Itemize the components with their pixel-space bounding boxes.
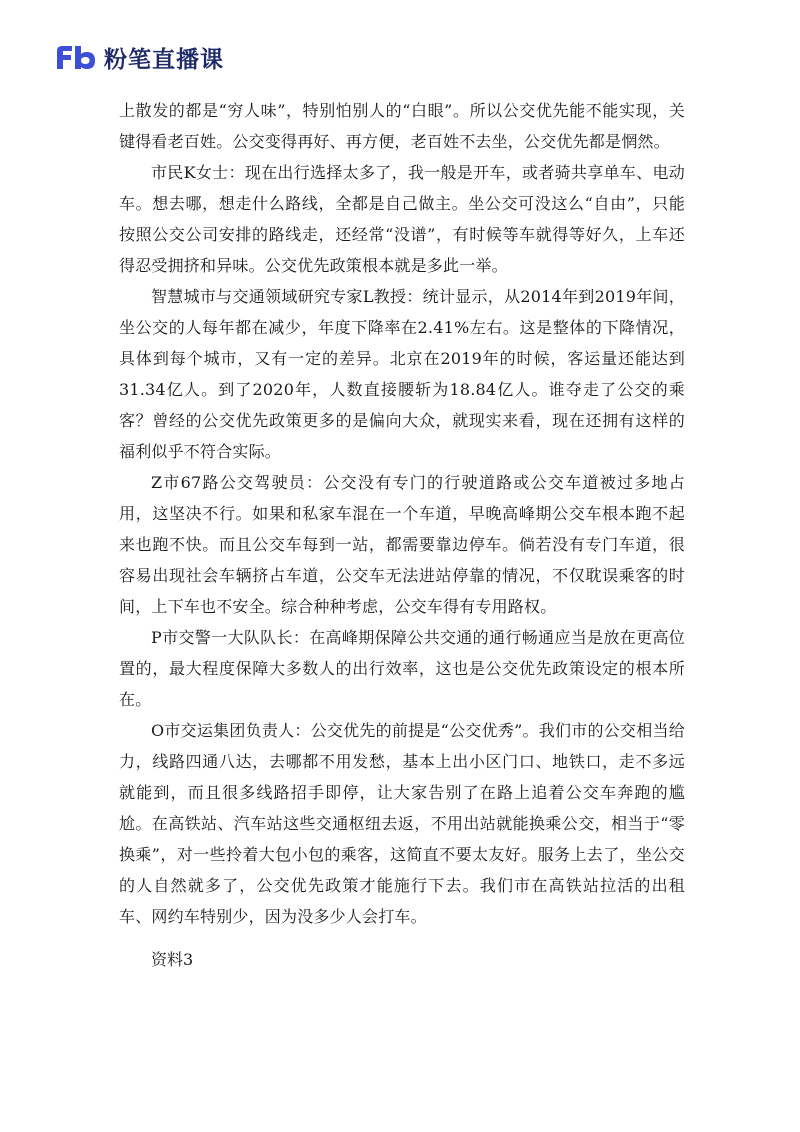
document-body	[119, 95, 685, 932]
paragraph: P市交警一大队队长：在高峰期保障公共交通的通行畅通应当是放在更高位置的，最大程度保障大多数人的出行效率，这也是公交优先政策设定的根本所在。	[119, 628, 685, 709]
fenbi-logo-icon	[54, 42, 98, 72]
header	[54, 40, 224, 74]
paragraph: 智慧城市与交通领域研究专家L教授：统计显示，从2014年到2019年间，坐公交的人每年都在减少，年度下降率在2.41%左右。这是整体的下降情况，具体到每个城市，又有一定的差异。北京在2019年的时候，客运量还能达到31.34亿人。到了2020年，人数直接腰斩为18.84亿人。谁夺走了公交的乘客？曾经的公交优先政策更多的是偏向大众，就现实来看，现在还拥有这样的福利似乎不符合实际。	[119, 287, 685, 461]
brand-name: 粉笔直播课	[104, 46, 224, 73]
paragraph: Z市67路公交驾驶员：公交没有专门的行驶道路或公交车道被过多地占用，这坚决不行。如果和私家车混在一个车道，早晚高峰期公交车根本跑不起来也跑不快。而且公交车每到一站，都需要靠边停车。倘若没有专门车道，很容易出现社会车辆挤占车道，公交车无法进站停靠的情况，不仅耽误乘客的时间，上下车也不安全。综合种种考虑，公交车得有专用路权。	[119, 473, 685, 616]
section-label: 资料3	[151, 950, 194, 969]
paragraph: 上散发的都是“穷人味”，特别怕别人的“白眼”。所以公交优先能不能实现，关键得看老百姓。公交变得再好、再方便，老百姓不去坐，公交优先都是惘然。	[119, 101, 685, 151]
paragraph: 市民K女士：现在出行选择太多了，我一般是开车，或者骑共享单车、电动车。想去哪，想走什么路线，全都是自己做主。坐公交可没这么“自由”，只能按照公交公司安排的路线走，还经常“没谱”，有时候等车就得等好久，上车还得忍受拥挤和异味。公交优先政策根本就是多此一举。	[119, 163, 685, 275]
paragraph: O市交运集团负责人：公交优先的前提是“公交优秀”。我们市的公交相当给力，线路四通八达，去哪都不用发愁，基本上出小区门口、地铁口，走不多远就能到，而且很多线路招手即停，让大家告别了在路上追着公交车奔跑的尴尬。在高铁站、汽车站这些交通枢纽去返，不用出站就能换乘公交，相当于“零换乘”，对一些拎着大包小包的乘客，这简直不要太友好。服务上去了，坐公交的人自然就多了，公交优先政策才能施行下去。我们市在高铁站拉活的出租车、网约车特别少，因为没多少人会打车。	[119, 721, 685, 926]
